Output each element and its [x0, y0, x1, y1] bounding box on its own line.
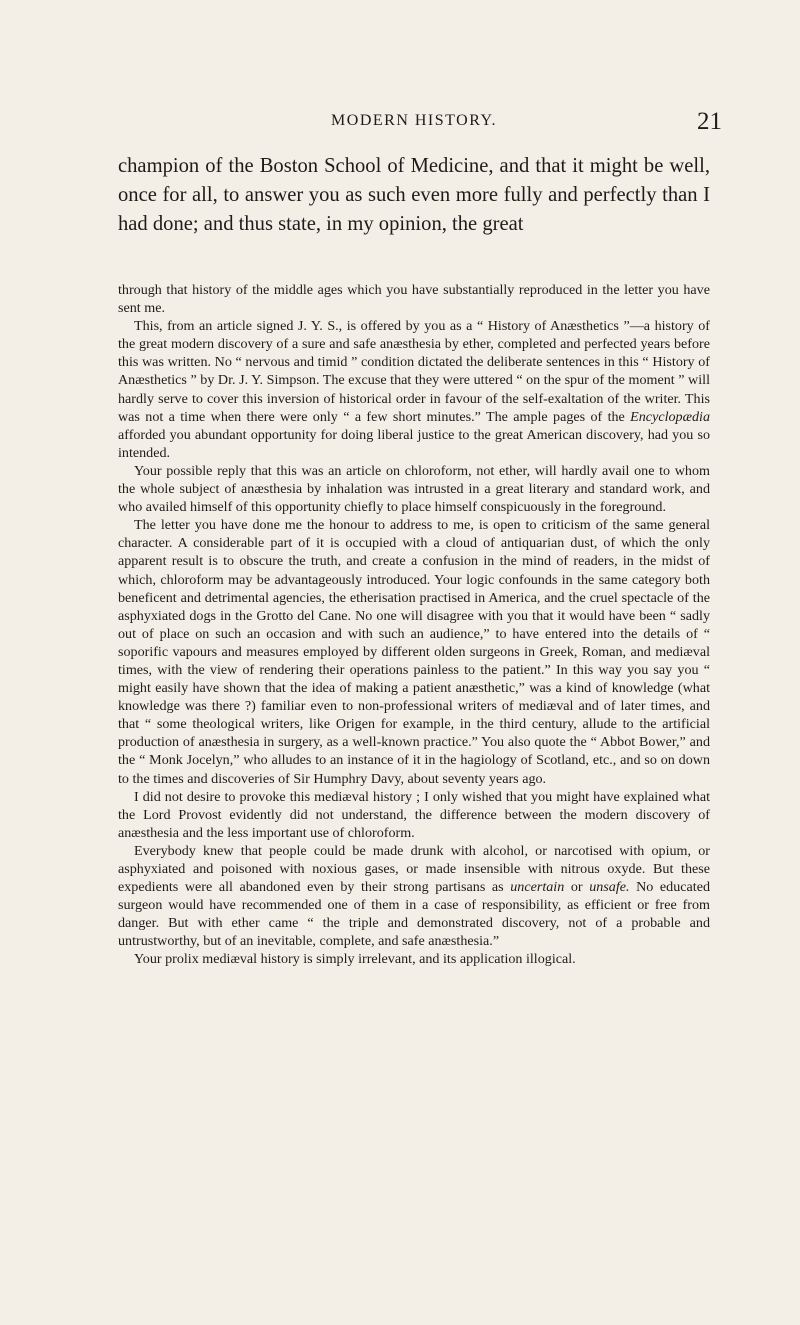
quoted-paragraph-3: Your possible reply that this was an article on chloroform, not ether, will hardly avail one to whom the whole subject of anæsthesia by inhalation was intrusted in a great literary and standard work, and who availed himself of this opportunity chiefly to place himself conspicuously in the foreground. — [118, 462, 710, 516]
quoted-paragraph-6-text-a: Everybody knew that people could be made drunk with alcohol, or narcotised with opium, or asphyxiated and poisoned with noxious gases, or made insensible with nitrous oxyde. But these expedients were all abandoned even by their strong partisans as — [118, 842, 710, 896]
quoted-paragraph-4: The letter you have done me the honour to address to me, is open to criticism of the same general character. A considerable part of it is occupied with a cloud of antiquarian dust, of which the only apparent result is to obscure the truth, and create a confusion in the mind of readers, in the midst of which, chloroform may be advantageously introduced. Your logic confounds in the same category both beneficent and detrimental agencies, the etherisation practised in America, and the cruel spectacle of the asphyxiated dogs in the Grotto del Cane. No one will disagree with you that it would have been “ sadly out of place on such an occasion and with such an audience,” to have entered into the details of “ soporific vapours and measures employed by different olden surgeons in Greek, Roman, and mediæval times, with the view of rendering their operations painless to the patient.” In this way you say you “ might easily have shown that the idea of making a patient anæsthetic,” was a kind of knowledge (what knowledge was there ?) familiar even to non-professional writers of mediæval and of later times, and that “ some theological writers, like Origen for example, in the third century, allude to the artificial production of anæsthesia in surgery, as a well-known practice.” You also quote the “ Abbot Bower,” and the “ Monk Jocelyn,” who alludes to an instance of it in the hagiology of Scotland, etc., and so on down to the times and discoveries of Sir Humphry Davy, about seventy years ago. — [118, 517, 710, 787]
page-number: 21 — [697, 108, 722, 135]
encyclopaedia-title: Encyclopædia — [630, 408, 710, 425]
quoted-paragraph-2 — [118, 317, 710, 462]
quoted-paragraph-7: Your prolix mediæval history is simply irrelevant, and its application illogical. — [134, 951, 576, 968]
running-head: MODERN HISTORY. — [331, 112, 497, 129]
quoted-paragraph-2-text-a: This, from an article signed J. Y. S., is offered by you as a “ History of Anæsthetics ”—a history of the great modern discovery of a sure and safe anæsthesia by ether, completed and perfected years before this was written. No “ nervous and timid ” condition dictated the deliberate sentences in this “ History of Anæsthetics ” by Dr. J. Y. Simpson. The excuse that they were uttered “ on the spur of the moment ” will hardly serve to cover this inversion of historical order in favour of the self-exaltation of the writer. This was not a time when there were only “ a few short minutes.” The ample pages of the — [118, 318, 710, 425]
lead-paragraph: champion of the Boston School of Medicine, and that it might be well, once for all, to answer you as such even more fully and perfectly than I had done; and thus state, in my opinion, the great — [118, 155, 710, 236]
quoted-paragraph-6 — [118, 842, 710, 951]
italic-uncertain: uncertain — [510, 879, 565, 896]
italic-unsafe: unsafe. — [589, 879, 630, 896]
quoted-paragraph-2-text-b: afforded you abundant opportunity for doing liberal justice to the great American discovery, had you so intended. — [118, 426, 710, 461]
word-or: or — [564, 879, 590, 896]
quoted-paragraph-6-text-b: No educated surgeon would have recommended one of them in a case of responsibility, as efficient or free from danger. But with ether came “ the triple and demonstrated discovery, not of a probable and untrustworthy, but of an inevitable, complete, and safe anæsthesia.” — [118, 879, 710, 950]
page-header — [118, 108, 722, 138]
quoted-paragraph-1: through that history of the middle ages which you have substantially reproduced in the letter you have sent me. — [118, 282, 710, 317]
quoted-paragraph-5: I did not desire to provoke this mediæval history ; I only wished that you might have explained what the Lord Provost evidently did not understand, the difference between the modern discovery of anæsthesia and the less important use of chloroform. — [118, 788, 710, 841]
quoted-letter — [118, 281, 710, 969]
